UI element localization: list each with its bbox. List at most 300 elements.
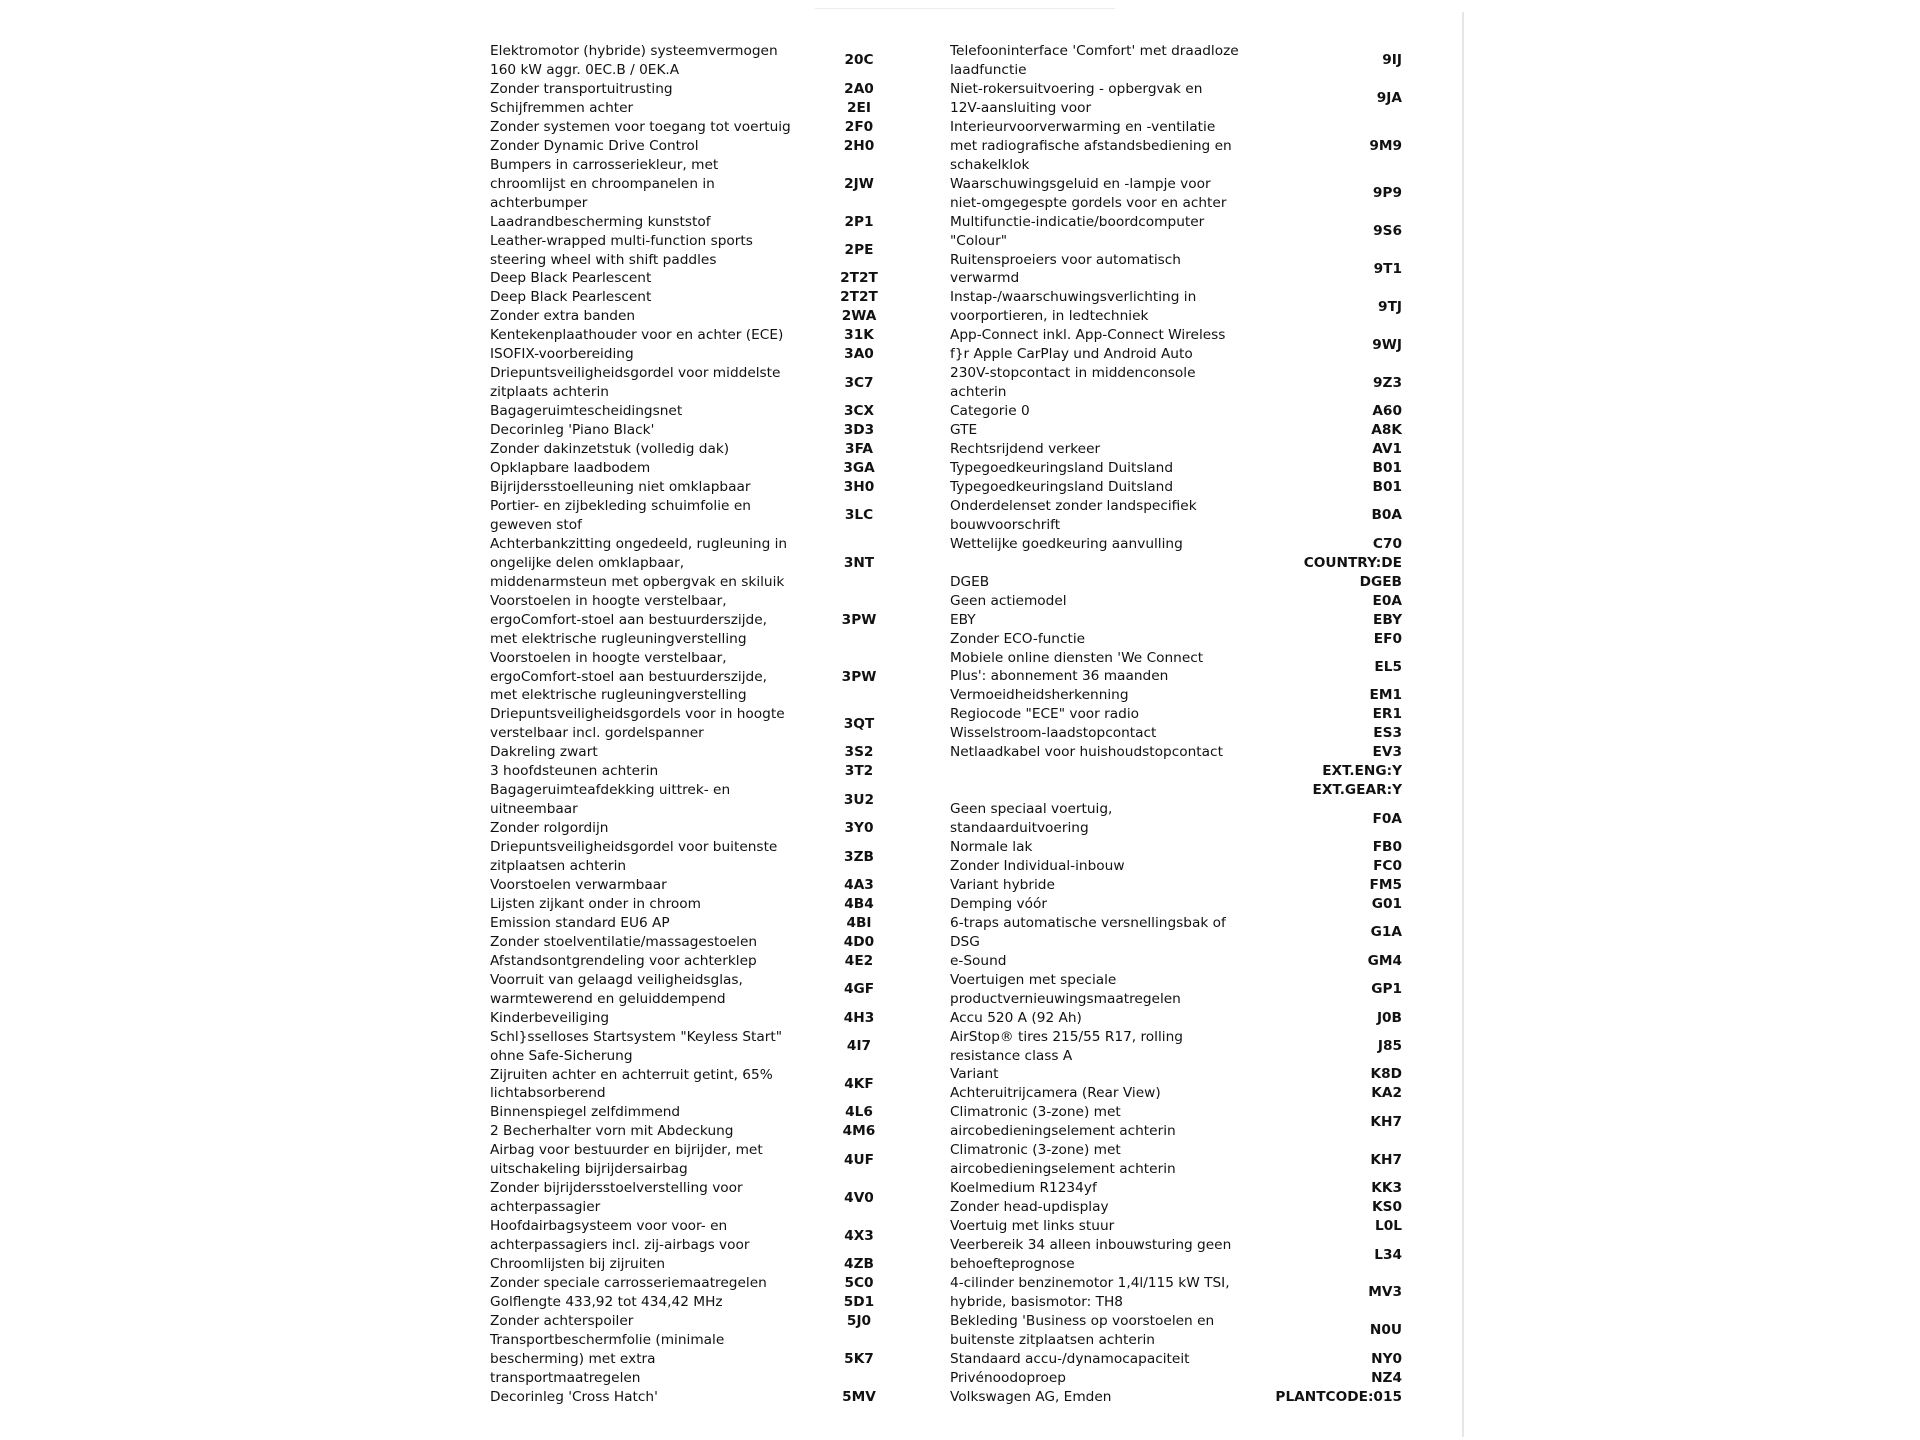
option-description: Portier- en zijbekleding schuimfolie en geweven stof [490, 497, 751, 533]
options-list-right [950, 42, 1402, 1407]
option-code: 3FA [845, 441, 873, 458]
option-description: Kinderbeveiliging [490, 1009, 610, 1026]
option-description: Chroomlijsten bij zijruiten [490, 1256, 665, 1273]
option-code: F0A [1372, 810, 1402, 827]
option-row [490, 80, 966, 99]
option-description: Zonder stoelventilatie/massagestoelen [490, 933, 758, 950]
option-row [490, 1122, 966, 1141]
option-description: Zonder dakinzetstuk (volledig dak) [490, 441, 730, 458]
option-row [490, 971, 966, 1009]
option-description: GTE [950, 422, 978, 439]
option-description: Golflengte 433,92 tot 434,42 MHz [490, 1293, 723, 1310]
option-description: Telefooninterface 'Comfort' met draadloze laadfunctie [950, 43, 1239, 78]
option-description: Zonder achterspoiler [490, 1312, 634, 1329]
option-description: Standaard accu-/dynamocapaciteit [950, 1350, 1190, 1367]
option-row [950, 1141, 1402, 1179]
option-row [490, 743, 966, 762]
option-code: ES3 [1373, 725, 1402, 742]
option-row [950, 535, 1402, 554]
option-description: Normale lak [950, 839, 1033, 856]
option-description: ISOFIX-voorbereiding [490, 346, 634, 363]
option-code: 3PW [841, 611, 877, 628]
option-row [950, 895, 1402, 914]
option-row [490, 819, 966, 838]
option-code: EL5 [1374, 658, 1402, 675]
option-row [490, 1103, 966, 1122]
option-description: Vermoeidheidsherkenning [950, 687, 1129, 704]
option-row [950, 326, 1402, 364]
option-description: Onderdelenset zonder landspecifiek bouwvoorschrift [950, 497, 1197, 533]
option-code: 3QT [843, 715, 875, 732]
option-code: N0U [1369, 1322, 1402, 1339]
option-code: MV3 [1368, 1284, 1402, 1301]
option-description: Voorstoelen in hoogte verstelbaar, ergoComfort-stoel aan bestuurderszijde, met elektrische rugleuningverstelling [490, 649, 767, 704]
option-row [490, 326, 966, 345]
option-code: 4X3 [844, 1227, 874, 1244]
option-code: 4E2 [844, 952, 874, 969]
option-row [490, 364, 966, 402]
option-row [950, 1388, 1402, 1407]
option-description: Voorruit van gelaagd veiligheidsglas, warmtewerend en geluiddempend [490, 971, 743, 1007]
option-code: 2PE [844, 242, 874, 259]
option-row [950, 592, 1402, 611]
option-row [490, 1217, 966, 1255]
option-description: Demping vóór [950, 895, 1047, 912]
option-row [950, 459, 1402, 478]
option-description: Schijfremmen achter [490, 99, 634, 116]
option-code: 3T2 [844, 763, 874, 780]
option-row [490, 118, 966, 137]
option-code: 2T2T [840, 270, 878, 287]
option-row [490, 649, 966, 706]
option-description: 6-traps automatische versnellingsbak of DSG [950, 914, 1226, 950]
option-description: Niet-rokersuitvoering - opbergvak en 12V-aansluiting voor [950, 80, 1203, 116]
option-description: Geen actiemodel [950, 592, 1067, 609]
option-description: Zonder systemen voor toegang tot voertuig [490, 118, 791, 135]
option-code: FM5 [1369, 876, 1402, 893]
option-code: 4A3 [844, 877, 874, 893]
option-description: Geen speciaal voertuig, standaarduitvoering [950, 801, 1113, 837]
option-row [490, 1388, 966, 1407]
option-code: 3ZB [844, 848, 874, 865]
option-description: Schl}sselloses Startsystem "Keyless Start" ohne Safe-Sicherung [490, 1028, 783, 1064]
option-row [490, 914, 966, 933]
option-description: Veerbereik 34 alleen inbouwsturing geen behoefteprognose [950, 1237, 1232, 1273]
option-row [950, 743, 1402, 762]
option-row [490, 876, 966, 895]
option-code: 5MV [842, 1388, 876, 1405]
option-code: 3S2 [844, 744, 874, 761]
option-row [490, 459, 966, 478]
option-row [490, 1293, 966, 1312]
option-description: Binnenspiegel zelfdimmend [490, 1104, 681, 1121]
option-row [490, 1274, 966, 1293]
option-description: Laadrandbescherming kunststof [490, 213, 711, 230]
option-row [490, 232, 966, 270]
page-right-edge [1462, 12, 1464, 1437]
option-description: Ruitensproeiers voor automatisch verwarmd [950, 251, 1181, 287]
option-code: A60 [1372, 403, 1402, 420]
option-description: Voorstoelen verwarmbaar [490, 877, 667, 893]
options-list-left [490, 42, 966, 1407]
option-row [490, 213, 966, 232]
option-code: 2EI [847, 99, 871, 116]
option-row [490, 895, 966, 914]
option-description: Zonder extra banden [490, 308, 636, 325]
option-row [490, 42, 966, 80]
option-code: C70 [1372, 535, 1402, 552]
option-code: 4B4 [844, 895, 874, 912]
option-code: 9M9 [1369, 137, 1402, 154]
option-code: 9T1 [1373, 260, 1402, 277]
option-code: 3CX [843, 403, 875, 420]
option-description: Zijruiten achter en achterruit getint, 65% lichtabsorberend [490, 1066, 773, 1102]
option-description: Bekleding 'Business op voorstoelen en buitenste zitplaatsen achterin [950, 1312, 1215, 1348]
option-code: B01 [1372, 459, 1402, 476]
option-description: Volkswagen AG, Emden [950, 1388, 1112, 1405]
option-row [490, 156, 966, 213]
option-code: 2F0 [844, 118, 874, 135]
option-row [490, 952, 966, 971]
option-code: AV1 [1372, 441, 1402, 458]
option-description: Wisselstroom-laadstopcontact [950, 725, 1157, 742]
option-row [950, 724, 1402, 743]
option-code: 4H3 [843, 1009, 875, 1026]
option-code: 4KF [844, 1076, 874, 1092]
option-row [950, 1274, 1402, 1312]
option-row [950, 1084, 1402, 1103]
option-description: Driepuntsveiligheidsgordel voor middelste zitplaats achterin [490, 365, 781, 401]
option-description: Netlaadkabel voor huishoudstopcontact [950, 744, 1223, 761]
option-code: E0A [1372, 592, 1402, 609]
option-description: 2 Becherhalter vorn mit Abdeckung [490, 1123, 734, 1140]
option-code: KH7 [1370, 1151, 1402, 1168]
option-row [950, 705, 1402, 724]
option-description: Leather-wrapped multi-function sports steering wheel with shift paddles [490, 232, 753, 268]
option-description: 4-cilinder benzinemotor 1,4l/115 kW TSI, hybride, basismotor: TH8 [950, 1274, 1230, 1310]
option-description: Airbag voor bestuurder en bijrijder, met uitschakeling bijrijdersairbag [490, 1142, 763, 1178]
option-code: L34 [1374, 1246, 1402, 1263]
option-row [950, 686, 1402, 705]
option-description: Zonder bijrijdersstoelverstelling voor achterpassagier [490, 1180, 743, 1216]
option-row [490, 1028, 966, 1066]
option-row [950, 1217, 1402, 1236]
option-code: 3A0 [844, 346, 874, 363]
option-description: Elektromotor (hybride) systeemvermogen 160 kW aggr. 0EC.B / 0EK.A [490, 43, 778, 78]
option-code: G01 [1371, 895, 1402, 912]
option-description: Voorstoelen in hoogte verstelbaar, ergoComfort-stoel aan bestuurderszijde, met elektrische rugleuningverstelling [490, 592, 767, 647]
option-code: 2H0 [843, 137, 875, 154]
option-description: Driepuntsveiligheidsgordel voor buitenste zitplaatsen achterin [490, 839, 778, 875]
option-code: DGEB [1359, 573, 1402, 590]
option-description: App-Connect inkl. App-Connect Wireless f}r Apple CarPlay und Android Auto [950, 327, 1226, 363]
option-code: 3LC [844, 507, 874, 524]
option-row [950, 440, 1402, 459]
option-row [950, 175, 1402, 213]
option-code: 3NT [843, 554, 875, 571]
option-row [950, 497, 1402, 535]
option-description: Deep Black Pearlescent [490, 289, 652, 306]
option-code: EM1 [1369, 687, 1402, 704]
option-code: EXT.GEAR:Y [1312, 782, 1402, 799]
option-row [490, 478, 966, 497]
option-row [950, 914, 1402, 952]
option-description: Interieurvoorverwarming en -ventilatie met radiografische afstandsbediening en schakelklok [950, 118, 1232, 173]
option-row [490, 705, 966, 743]
option-description: Zonder Individual-inbouw [950, 858, 1125, 874]
option-row [950, 42, 1402, 80]
option-description: Decorinleg 'Cross Hatch' [490, 1388, 658, 1405]
option-row [490, 781, 966, 819]
option-code: B0A [1371, 507, 1402, 524]
option-row [490, 933, 966, 952]
option-code: EXT.ENG:Y [1322, 763, 1402, 780]
option-row [950, 857, 1402, 876]
option-code: FB0 [1372, 839, 1402, 856]
option-code: 5K7 [844, 1350, 874, 1367]
option-code: 20C [844, 52, 874, 69]
option-row [490, 1255, 966, 1274]
option-code: 4UF [844, 1151, 874, 1168]
option-row [950, 649, 1402, 687]
option-description: Climatronic (3-zone) met aircobedieningselement achterin [950, 1142, 1176, 1178]
option-row [950, 554, 1402, 573]
option-code: 5C0 [844, 1275, 874, 1292]
option-code: 31K [844, 327, 874, 344]
option-description: Variant [950, 1066, 999, 1083]
option-row [950, 611, 1402, 630]
option-code: 4V0 [844, 1189, 874, 1206]
option-row [950, 952, 1402, 971]
option-description: Koelmedium R1234yf [950, 1180, 1097, 1197]
option-row [490, 402, 966, 421]
option-description: Hoofdairbagsysteem voor voor- en achterpassagiers incl. zij-airbags voor [490, 1218, 750, 1254]
option-code: EBY [1373, 611, 1402, 628]
option-code: 3U2 [843, 791, 875, 808]
option-code: 5D1 [843, 1293, 875, 1310]
option-row [490, 1141, 966, 1179]
option-code: L0L [1375, 1218, 1402, 1235]
option-description: Zonder speciale carrosseriemaatregelen [490, 1275, 767, 1292]
option-code: 2T2T [840, 289, 878, 306]
option-code: J85 [1377, 1038, 1402, 1055]
option-description: DGEB [950, 573, 990, 590]
option-description: Categorie 0 [950, 403, 1030, 420]
option-description: Achteruitrijcamera (Rear View) [950, 1085, 1161, 1102]
option-row [490, 137, 966, 156]
option-code: GM4 [1367, 952, 1402, 969]
option-code: EF0 [1373, 630, 1402, 647]
option-description: Transportbeschermfolie (minimale bescherming) met extra transportmaatregelen [490, 1331, 725, 1386]
option-row [950, 478, 1402, 497]
option-row [950, 1312, 1402, 1350]
option-code: 9WJ [1372, 336, 1402, 353]
option-description: e-Sound [950, 952, 1007, 969]
option-row [950, 762, 1402, 781]
option-code: G1A [1370, 924, 1402, 941]
option-description: Dakreling zwart [490, 744, 598, 761]
option-code: 9P9 [1372, 185, 1402, 202]
option-code: 3GA [843, 459, 875, 476]
option-code: 4ZB [844, 1256, 874, 1273]
option-code: FC0 [1373, 858, 1402, 874]
option-description: Wettelijke goedkeuring aanvulling [950, 535, 1183, 552]
option-row [490, 592, 966, 649]
option-row [490, 440, 966, 459]
option-description: Typegoedkeuringsland Duitsland [950, 478, 1174, 495]
option-row [950, 80, 1402, 118]
option-description: Deep Black Pearlescent [490, 270, 652, 287]
page-top-border [815, 8, 1115, 9]
option-row [950, 364, 1402, 402]
option-description: Zonder transportuitrusting [490, 80, 673, 97]
option-code: 9JA [1376, 90, 1402, 107]
option-description: Lijsten zijkant onder in chroom [490, 895, 702, 912]
option-row [950, 630, 1402, 649]
option-code: 3Y0 [844, 820, 874, 837]
option-description: Emission standard EU6 AP [490, 914, 670, 931]
option-row [950, 1350, 1402, 1369]
option-code: J0B [1376, 1009, 1402, 1026]
option-description: Bijrijdersstoelleuning niet omklapbaar [490, 478, 751, 495]
option-description: AirStop® tires 215/55 R17, rolling resistance class A [950, 1028, 1183, 1064]
option-description: EBY [950, 611, 976, 628]
option-row [490, 1312, 966, 1331]
option-code: EV3 [1372, 744, 1402, 761]
option-code: B01 [1372, 478, 1402, 495]
option-description: Bagageruimtescheidingsnet [490, 403, 683, 420]
option-code: 2A0 [844, 80, 874, 97]
option-description: Regiocode "ECE" voor radio [950, 706, 1140, 723]
option-description: Decorinleg 'Piano Black' [490, 422, 655, 439]
option-description: Driepuntsveiligheidsgordels voor in hoogte verstelbaar incl. gordelspanner [490, 706, 785, 742]
option-row [490, 269, 966, 288]
option-row [490, 421, 966, 440]
option-row [950, 838, 1402, 857]
option-code: 2WA [841, 308, 877, 325]
option-description: 3 hoofdsteunen achterin [490, 763, 659, 780]
option-description: Zonder ECO-functie [950, 630, 1086, 647]
option-description: Zonder rolgordijn [490, 820, 609, 837]
option-code: COUNTRY:DE [1303, 554, 1402, 571]
option-row [950, 1369, 1402, 1388]
option-row [950, 1009, 1402, 1028]
option-code: GP1 [1371, 981, 1402, 998]
option-row [490, 1009, 966, 1028]
option-row [950, 781, 1402, 800]
option-code: 2P1 [844, 213, 874, 230]
option-description: Mobiele online diensten 'We Connect Plus': abonnement 36 maanden [950, 649, 1204, 685]
option-code: K8D [1370, 1066, 1402, 1083]
option-code: 4M6 [842, 1123, 876, 1140]
option-description: Achterbankzitting ongedeeld, rugleuning in ongelijke delen omklapbaar, middenarmsteun met opbergvak en skiluik [490, 535, 788, 590]
option-description: Accu 520 A (92 Ah) [950, 1009, 1082, 1026]
option-code: 3D3 [843, 422, 875, 439]
option-description: Voertuigen met speciale productvernieuwingsmaatregelen [950, 971, 1181, 1007]
option-description: 230V-stopcontact in middenconsole achterin [950, 365, 1196, 401]
option-row [950, 800, 1402, 838]
option-description: Rechtsrijdend verkeer [950, 441, 1101, 458]
option-row [490, 762, 966, 781]
option-row [950, 118, 1402, 175]
option-row [950, 213, 1402, 251]
option-row [950, 251, 1402, 289]
option-row [490, 838, 966, 876]
option-code: 4D0 [843, 933, 875, 950]
option-row [950, 288, 1402, 326]
option-row [490, 1331, 966, 1388]
option-description: Bumpers in carrosseriekleur, met chroomlijst en chroompanelen in achterbumper [490, 156, 719, 211]
option-code: 9S6 [1373, 223, 1402, 240]
option-description: Opklapbare laadbodem [490, 459, 651, 476]
option-code: 2JW [844, 175, 874, 192]
option-code: 4GF [843, 981, 875, 998]
option-description: Instap-/waarschuwingsverlichting in voorportieren, in ledtechniek [950, 289, 1197, 325]
option-code: 4I7 [846, 1038, 872, 1055]
option-code: 3PW [841, 668, 877, 685]
option-code: KA2 [1371, 1085, 1402, 1102]
option-description: Privénoodoproep [950, 1369, 1066, 1386]
option-code: A8K [1371, 422, 1402, 439]
option-code: 5J0 [846, 1312, 872, 1329]
option-row [490, 535, 966, 592]
option-row [950, 1198, 1402, 1217]
option-code: 4L6 [845, 1104, 873, 1121]
option-code: 9Z3 [1373, 374, 1402, 391]
option-description: Zonder head-updisplay [950, 1199, 1109, 1216]
option-code: 3H0 [843, 478, 875, 495]
option-row [490, 1066, 966, 1104]
option-code: NZ4 [1371, 1369, 1402, 1386]
option-row [490, 307, 966, 326]
option-row [490, 99, 966, 118]
option-row [950, 1028, 1402, 1066]
option-code: ER1 [1372, 706, 1402, 723]
option-row [490, 1179, 966, 1217]
option-row [950, 876, 1402, 895]
option-description: Afstandsontgrendeling voor achterklep [490, 952, 757, 969]
option-code: KH7 [1370, 1113, 1402, 1130]
option-description: Multifunctie-indicatie/boordcomputer "Colour" [950, 213, 1205, 249]
option-description: Climatronic (3-zone) met aircobedieningselement achterin [950, 1104, 1176, 1140]
option-description: Typegoedkeuringsland Duitsland [950, 459, 1174, 476]
option-row [950, 1065, 1402, 1084]
option-code: 9IJ [1382, 52, 1402, 69]
option-code: 3C7 [844, 374, 874, 391]
option-code: 4BI [846, 914, 872, 931]
option-code: KS0 [1372, 1199, 1402, 1216]
option-row [950, 402, 1402, 421]
option-description: Zonder Dynamic Drive Control [490, 137, 699, 154]
option-description: Variant hybride [950, 876, 1055, 893]
option-description: Voertuig met links stuur [950, 1218, 1115, 1235]
option-code: KK3 [1371, 1180, 1402, 1197]
option-code: PLANTCODE:015 [1275, 1388, 1402, 1405]
option-row [950, 1179, 1402, 1198]
option-row [490, 497, 966, 535]
option-row [950, 971, 1402, 1009]
option-row [490, 288, 966, 307]
option-code: 9TJ [1378, 298, 1402, 315]
option-description: Kentekenplaathouder voor en achter (ECE) [490, 327, 784, 344]
option-row [490, 345, 966, 364]
option-description: Bagageruimteafdekking uittrek- en uitneembaar [490, 782, 731, 818]
option-row [950, 1236, 1402, 1274]
option-row [950, 421, 1402, 440]
option-description: Waarschuwingsgeluid en -lampje voor niet-omgegespte gordels voor en achter [950, 175, 1227, 211]
option-row [950, 1103, 1402, 1141]
option-row [950, 573, 1402, 592]
